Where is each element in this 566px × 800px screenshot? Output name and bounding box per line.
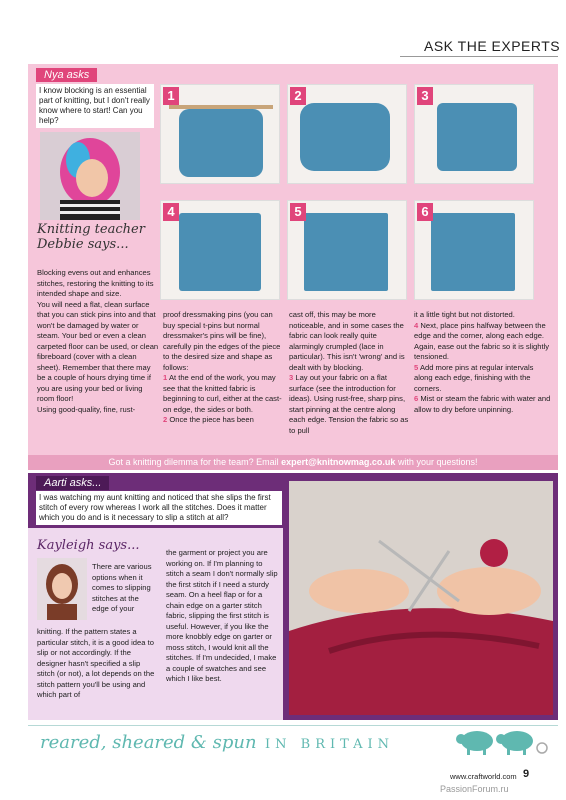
expert-email-link[interactable]: expert@knitnowmag.co.uk — [281, 457, 396, 467]
kayleigh-photo — [37, 558, 87, 620]
step-number: 6 — [417, 203, 433, 221]
site-url[interactable]: www.craftworld.com — [450, 772, 517, 781]
body-paragraph: cast off, this may be more noticeable, and in some cases the fabric can look really quite alarmingly crumpled (lace in particular). This isn't 'wrong' and is dealt with by blocking. — [289, 310, 405, 372]
brand-right: IN BRITAIN — [265, 737, 394, 752]
body-paragraph: proof dressmaking pins (you can buy special t-pins but normal dressmaker's pins will be fine), carefully pin the edges of the piece to the desired size and shape as follows: — [163, 310, 281, 372]
step-text: Lay out your fabric on a flat surface (see the introduction for ideas). Using rust-free, sharp pins, start pinning at the centre along each edge. Tension the fabric so as to pull — [289, 373, 409, 435]
aarti-question: I was watching my aunt knitting and noticed that she slips the first stitch of every row whereas I work all the stitches. Does it matter which you do and is it necessary to slip a stitch at all? — [36, 491, 282, 525]
step-number: 1 — [163, 373, 168, 382]
step-text: Next, place pins halfway between the edge and the corner, along each edge. Again, ease out the fabric so it is slightly tensioned. — [414, 320, 550, 361]
step-text: At the end of the work, you may see that the knitted fabric is beginning to curl, either at the cast-on edge, the sides or both. — [163, 373, 282, 414]
body-paragraph: Using good-quality, fine, rust- — [37, 404, 136, 414]
step-text: Mist or steam the fabric with water and allow to dry before unpinning. — [414, 394, 551, 414]
body-paragraph: it a little tight but not distorted. — [414, 310, 515, 319]
nya-question: I know blocking is an essential part of knitting, but I don't really know where to start! Can you help? — [36, 84, 154, 128]
nya-column-3 — [289, 310, 411, 436]
dilemma-tail: with your questions! — [397, 457, 478, 467]
step-photo-2 — [287, 84, 407, 184]
step-number: 1 — [163, 87, 179, 105]
step-photo-3 — [414, 84, 534, 184]
step-item — [163, 373, 285, 415]
aarti-column-2: the garment or project you are working on. If I'm planning to stitch a seam I don't normally slip the first stitch if I need a sturdy seam. On a heel flap or for a chain edge on a garter stitch fabric, slipping the first stitch is useful. However, if you like the more knobbly edge on garter or moss stitch, I would knit all the stitches. If I'm undecided, I make a couple of swatches and see which I like best. — [166, 548, 278, 683]
nya-column-1 — [37, 268, 159, 415]
footer-rule — [28, 725, 558, 726]
step-number: 3 — [289, 373, 294, 382]
step-text: Add more pins at regular intervals along each edge, finishing with the corners. — [414, 362, 534, 393]
step-number: 4 — [163, 203, 179, 221]
nya-column-2 — [163, 310, 285, 426]
aarti-column-1-side: There are various options when it comes to slipping stitches at the edge of your — [92, 562, 152, 613]
page-number: 9 — [523, 768, 530, 780]
section-title: ASK THE EXPERTS — [424, 38, 561, 54]
header-rule — [400, 56, 558, 57]
step-number: 4 — [414, 320, 419, 330]
step-item — [289, 373, 411, 436]
brand-left: reared, sheared & spun — [40, 732, 257, 753]
step-item — [414, 321, 554, 363]
step-photo-1 — [160, 84, 280, 184]
watermark: PassionForum.ru — [440, 784, 509, 794]
step-text: Once the piece has been — [169, 415, 254, 424]
step-number: 6 — [414, 394, 419, 403]
step-number: 5 — [414, 362, 419, 372]
body-paragraph: You will need a flat, clean surface that you can stick pins into and that won't be damaged by water or steam. Your bed or even a clean carpeted floor can be used, or clean fibreboard (cover with a clean sheet). Remember that there may be a couple of hours drying time if you are using your bed or living room floor! — [37, 299, 159, 403]
kayleigh-intro: Kayleigh says... — [37, 538, 140, 553]
step-photo-6 — [414, 200, 534, 300]
sheep-icon — [455, 728, 550, 756]
step-photo-5 — [287, 200, 407, 300]
debbie-intro: Knitting teacher Debbie says... — [37, 222, 145, 252]
step-item — [163, 415, 285, 426]
body-paragraph: Blocking evens out and enhances stitches, restoring the knitting to its intended shape and size. — [37, 268, 154, 298]
dilemma-text: Got a knitting dilemma for the team? Email — [108, 457, 279, 467]
nya-tag: Nya asks — [36, 68, 97, 82]
step-number: 3 — [417, 87, 433, 105]
debbie-photo — [40, 132, 140, 220]
nya-column-4 — [414, 310, 554, 415]
aarti-tag: Aarti asks... — [36, 476, 109, 490]
step-item — [414, 363, 554, 395]
aarti-column-1: knitting. If the pattern states a particular stitch, it is a good idea to slip or not accordingly. If the designer hasn't specified a slip stitch (or not), a lot depends on the stitch pattern you'll be using and which part of — [37, 627, 155, 699]
dilemma-banner — [28, 455, 558, 470]
step-item — [414, 394, 554, 415]
step-number: 2 — [290, 87, 306, 105]
step-number: 2 — [163, 415, 168, 424]
step-photo-4 — [160, 200, 280, 300]
knitting-photo — [289, 481, 553, 715]
step-number: 5 — [290, 203, 306, 221]
